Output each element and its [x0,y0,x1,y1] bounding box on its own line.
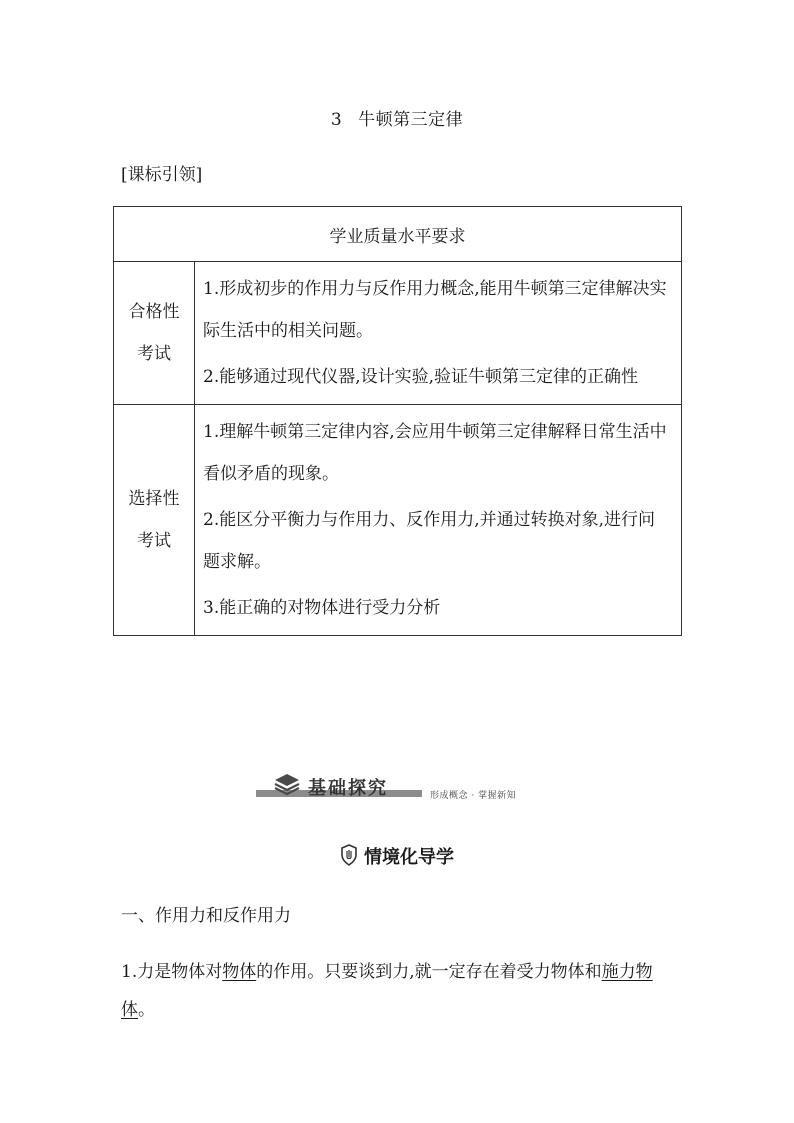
list-item: 2.能区分平衡力与作用力、反作用力,并通过转换对象,进行问题求解。 [203,510,656,572]
table-header: 学业质量水平要求 [114,207,682,262]
body-paragraph [121,953,681,1029]
section-banner [256,772,546,802]
table-row [114,262,682,405]
list-item: 2.能够通过现代仪器,设计实验,验证牛顿第三定律的正确性 [203,367,639,387]
para-text: 1.力是物体对 [121,962,223,982]
table-row [114,405,682,636]
fill-blank: 物体 [222,962,257,982]
list-item: 1.形成初步的作用力与反作用力概念,能用牛顿第三定律解决实际生活中的相关问题。 [203,279,667,341]
row-label-line2: 考试 [137,344,171,364]
para-text: 。 [138,1000,155,1020]
banner-subtitle: 形成概念 · 掌握新知 [430,791,517,801]
row-label-line2: 考试 [137,531,171,551]
row-label-line1: 选择性 [128,489,180,509]
subheading [0,843,794,869]
row-label-line1: 合格性 [128,302,180,322]
section-label: [课标引领] [121,165,203,185]
title-text: 牛顿第三定律 [358,110,464,130]
fill-blank: 施力物体 [121,962,653,1020]
row-label [114,262,195,405]
subheading-text: 情境化导学 [364,847,454,868]
list-item: 1.理解牛顿第三定律内容,会应用牛顿第三定律解释日常生活中看似矛盾的现象。 [203,422,667,484]
row-content [195,262,682,405]
row-label [114,405,195,636]
layers-icon [274,773,300,797]
title-number: 3 [330,110,343,130]
para-text: 的作用。只要谈到力,就一定存在着受力物体和 [256,962,602,982]
hand-icon [340,844,358,866]
table-header-row [114,207,682,262]
row-content [195,405,682,636]
requirements-table [113,206,682,636]
page-title [0,105,794,130]
list-item: 3.能正确的对物体进行受力分析 [203,598,441,618]
section-heading: 一、作用力和反作用力 [121,906,291,926]
banner-title: 基础探究 [308,778,388,799]
